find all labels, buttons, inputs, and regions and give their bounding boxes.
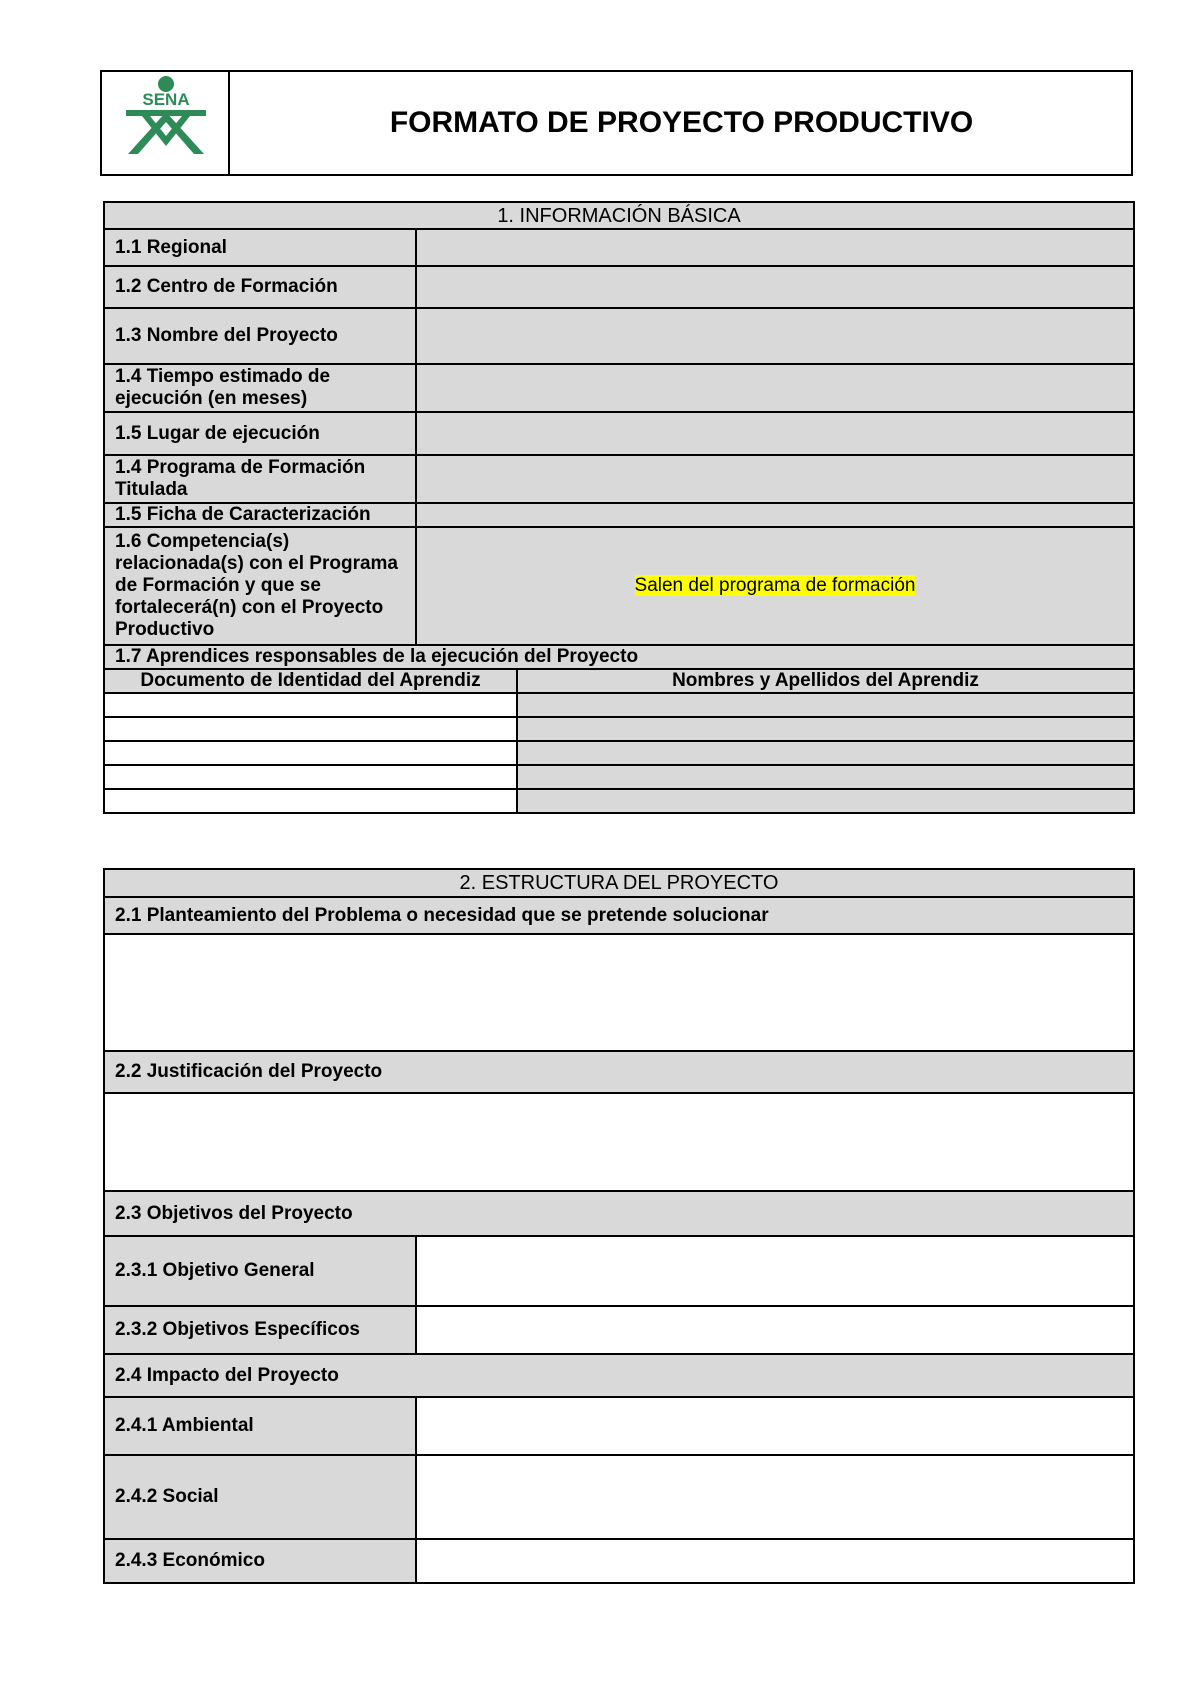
apprentice-name-cell[interactable] (517, 789, 1134, 813)
apprentice-name-header: Nombres y Apellidos del Aprendiz (517, 669, 1134, 693)
project-name-field[interactable] (416, 308, 1134, 364)
apprentices-title: 1.7 Aprendices responsables de la ejecución del Proyecto (104, 645, 1134, 669)
competencies-label: 1.6 Competencia(s) relacionada(s) con el Programa de Formación y que se fortalecerá(n) con el Proyecto Productivo (104, 527, 416, 645)
section1-title: 1. INFORMACIÓN BÁSICA (104, 202, 1134, 229)
apprentice-id-header: Documento de Identidad del Aprendiz (104, 669, 517, 693)
apprentice-id-cell[interactable] (104, 693, 517, 717)
apprentice-id-cell[interactable] (104, 717, 517, 741)
social-impact-field[interactable] (416, 1455, 1134, 1539)
apprentice-id-cell[interactable] (104, 765, 517, 789)
general-objective-label: 2.3.1 Objetivo General (104, 1236, 416, 1306)
logo-cell (102, 72, 230, 174)
basic-info-table (103, 201, 1135, 814)
problem-label: 2.1 Planteamiento del Problema o necesidad que se pretende solucionar (104, 897, 1134, 934)
section2-title: 2. ESTRUCTURA DEL PROYECTO (104, 869, 1134, 897)
project-structure-table (103, 868, 1135, 1584)
environmental-impact-label: 2.4.1 Ambiental (104, 1397, 416, 1455)
apprentice-name-cell[interactable] (517, 765, 1134, 789)
apprentice-id-cell[interactable] (104, 741, 517, 765)
estimated-time-field[interactable] (416, 364, 1134, 412)
environmental-impact-field[interactable] (416, 1397, 1134, 1455)
specific-objectives-label: 2.3.2 Objetivos Específicos (104, 1306, 416, 1354)
apprentice-name-cell[interactable] (517, 717, 1134, 741)
justification-label: 2.2 Justificación del Proyecto (104, 1051, 1134, 1093)
training-program-label: 1.4 Programa de Formación Titulada (104, 455, 416, 503)
svg-text:SENA: SENA (142, 90, 190, 109)
training-program-field[interactable] (416, 455, 1134, 503)
regional-field[interactable] (416, 229, 1134, 266)
characterization-field[interactable] (416, 503, 1134, 527)
sena-logo-icon (102, 72, 230, 174)
competencies-field[interactable] (416, 527, 1134, 645)
apprentice-id-cell[interactable] (104, 789, 517, 813)
training-center-label: 1.2 Centro de Formación (104, 266, 416, 308)
economic-impact-label: 2.4.3 Económico (104, 1539, 416, 1583)
page-title: FORMATO DE PROYECTO PRODUCTIVO (389, 106, 974, 139)
execution-place-label: 1.5 Lugar de ejecución (104, 412, 416, 455)
estimated-time-label: 1.4 Tiempo estimado de ejecución (en meses) (104, 364, 416, 412)
project-name-label: 1.3 Nombre del Proyecto (104, 308, 416, 364)
competencies-note: Salen del programa de formación (634, 575, 916, 596)
objectives-label: 2.3 Objetivos del Proyecto (104, 1191, 1134, 1236)
general-objective-field[interactable] (416, 1236, 1134, 1306)
impact-label: 2.4 Impacto del Proyecto (104, 1354, 1134, 1397)
execution-place-field[interactable] (416, 412, 1134, 455)
problem-field[interactable] (104, 934, 1134, 1051)
justification-field[interactable] (104, 1093, 1134, 1191)
characterization-label: 1.5 Ficha de Caracterización (104, 503, 416, 527)
apprentice-name-cell[interactable] (517, 741, 1134, 765)
header-box (100, 70, 1133, 176)
social-impact-label: 2.4.2 Social (104, 1455, 416, 1539)
regional-label: 1.1 Regional (104, 229, 416, 266)
apprentice-name-cell[interactable] (517, 693, 1134, 717)
specific-objectives-field[interactable] (416, 1306, 1134, 1354)
training-center-field[interactable] (416, 266, 1134, 308)
economic-impact-field[interactable] (416, 1539, 1134, 1583)
